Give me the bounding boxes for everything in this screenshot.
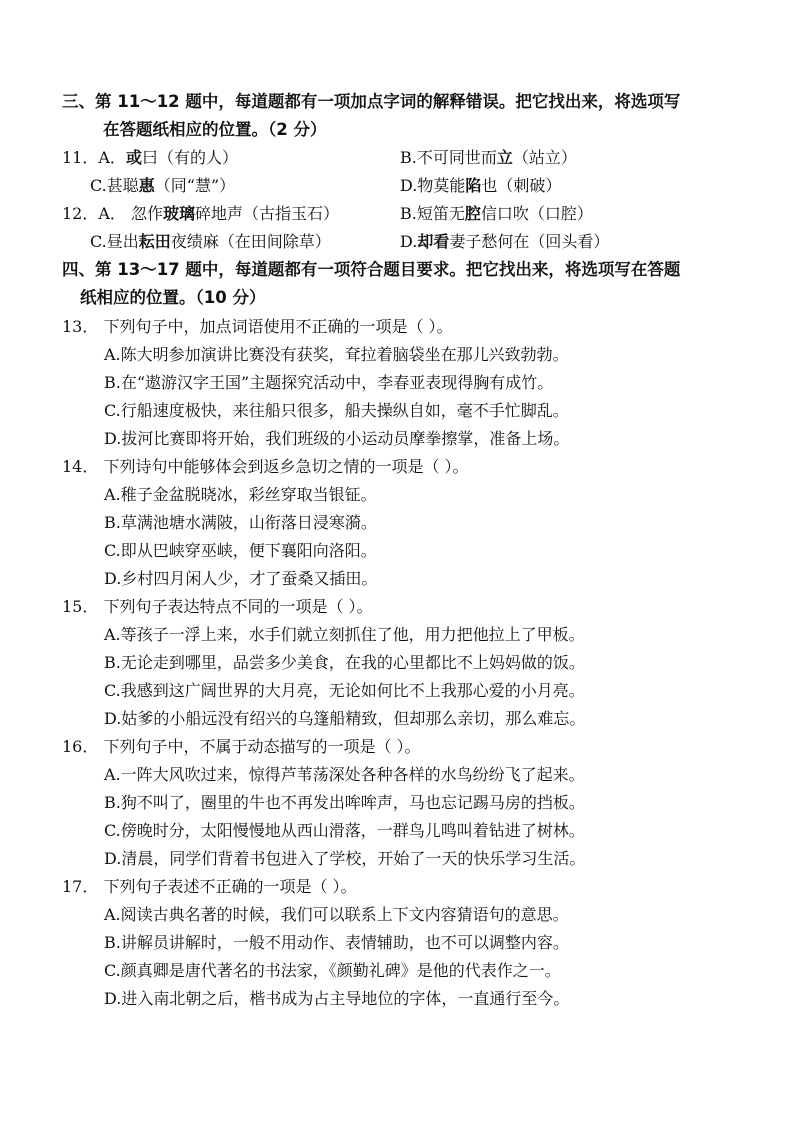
dotted-word: 立 [496,148,513,167]
question-13-option-b: B.在“遨游汉字王国”主题探究活动中，李春亚表现得胸有成竹。 [104,373,554,392]
question-12 [62,204,339,224]
question-11-option-c: C.甚聪惠（同“慧”） [90,176,236,195]
question-17-option-b: B.讲解员讲解时，一般不用动作、表情辅助，也不可以调整内容。 [104,933,569,952]
dotted-word: 腔 [464,204,481,223]
question-17-option-d: D.进入南北朝之后，楷书成为占主导地位的字体，一直通行至今。 [104,989,570,1008]
question-13-option-a: A.陈大明参加演讲比赛没有获奖，耷拉着脑袋坐在那儿兴致勃勃。 [104,345,569,364]
question-13-stem: 13． 下列句子中，加点词语使用不正确的一项是（ ）。 [62,317,453,336]
question-11 [62,148,238,168]
question-11-option-b: B.不可同世而立（站立） [400,148,577,167]
question-number: 11． [62,148,99,167]
question-17-option-c: C.颜真卿是唐代著名的书法家，《颜勤礼碑》是他的代表作之一。 [104,961,561,980]
question-17-stem: 17． 下列句子表述不正确的一项是（ ）。 [62,877,357,896]
question-11-option-d: D.物莫能陷也（刺破） [400,176,562,195]
question-15-option-a: A.等孩子一浮上来，水手们就立刻抓住了他，用力把他拉上了甲板。 [104,625,585,644]
question-14-option-d: D.乡村四月闲人少，才了蚕桑又插田。 [104,569,378,588]
question-16-option-b: B.狗不叫了，圈里的牛也不再发出哞哞声，马也忘记踢马房的挡板。 [104,793,585,812]
question-number: 12． [62,204,99,223]
question-13-option-c: C.行船速度极快，来往船只很多，船夫操纵自如，毫不手忙脚乱。 [104,401,569,420]
question-12-option-d: D.却看妻子愁何在（回头看） [400,232,610,251]
question-16-option-a: A.一阵大风吹过来，惊得芦苇荡深处各种各样的水鸟纷纷飞了起来。 [104,765,585,784]
question-13-option-d: D.拔河比赛即将开始，我们班级的小运动员摩拳擦掌，准备上场。 [104,429,570,448]
option-a: A．或曰（有的人） [98,148,238,167]
question-12-option-c: C.昼出耘田夜绩麻（在田间除草） [90,232,331,251]
dotted-word: 玻璃 [163,204,196,223]
option-a: A． 忽作玻璃碎地声（古指玉石） [98,204,340,223]
section-4-heading-cont: 纸相应的位置。（10 分） [80,288,266,307]
question-15-option-b: B.无论走到哪里，品尝多少美食，在我的心里都比不上妈妈做的饭。 [104,653,585,672]
question-16-option-d: D.清晨，同学们背着书包进入了学校，开始了一天的快乐学习生活。 [104,849,586,868]
dotted-word: 惠 [138,176,155,195]
question-16-option-c: C.傍晚时分，太阳慢慢地从西山滑落，一群鸟儿鸣叫着钻进了树林。 [104,821,585,840]
question-15-option-c: C.我感到这广阔世界的大月亮，无论如何比不上我那心爱的小月亮。 [104,681,585,700]
dotted-word: 耘田 [138,232,171,251]
question-17-option-a: A.阅读古典名著的时候，我们可以联系上下文内容猜语句的意思。 [104,905,569,924]
section-3-heading: 三、第 11～12 题中，每道题都有一项加点字词的解释错误。把它找出来，将选项写 [62,92,681,111]
question-15-option-d: D.姑爹的小船远没有绍兴的乌篷船精致，但却那么亲切，那么难忘。 [104,709,586,728]
section-4-heading: 四、第 13～17 题中，每道题都有一项符合题目要求。把它找出来，将选项写在答题 [62,260,681,279]
question-14-option-a: A.稚子金盆脱晓冰，彩丝穿取当银钲。 [104,485,377,504]
section-3-heading-cont: 在答题纸相应的位置。（2 分） [103,120,327,139]
question-14-option-b: B.草满池塘水满陂，山衔落日浸寒漪。 [104,513,377,532]
question-14-stem: 14． 下列诗句中能够体会到返乡急切之情的一项是（ ）。 [62,457,469,476]
question-12-option-b: B.短笛无腔信口吹（口腔） [400,204,593,223]
dotted-word: 或 [125,148,142,167]
question-14-option-c: C.即从巴峡穿巫峡，便下襄阳向洛阳。 [104,541,377,560]
dotted-word: 却看 [417,232,450,251]
question-15-stem: 15． 下列句子表达特点不同的一项是（ ）。 [62,597,373,616]
question-16-stem: 16． 下列句子中，不属于动态描写的一项是（ ）。 [62,737,421,756]
dotted-word: 陷 [465,176,482,195]
